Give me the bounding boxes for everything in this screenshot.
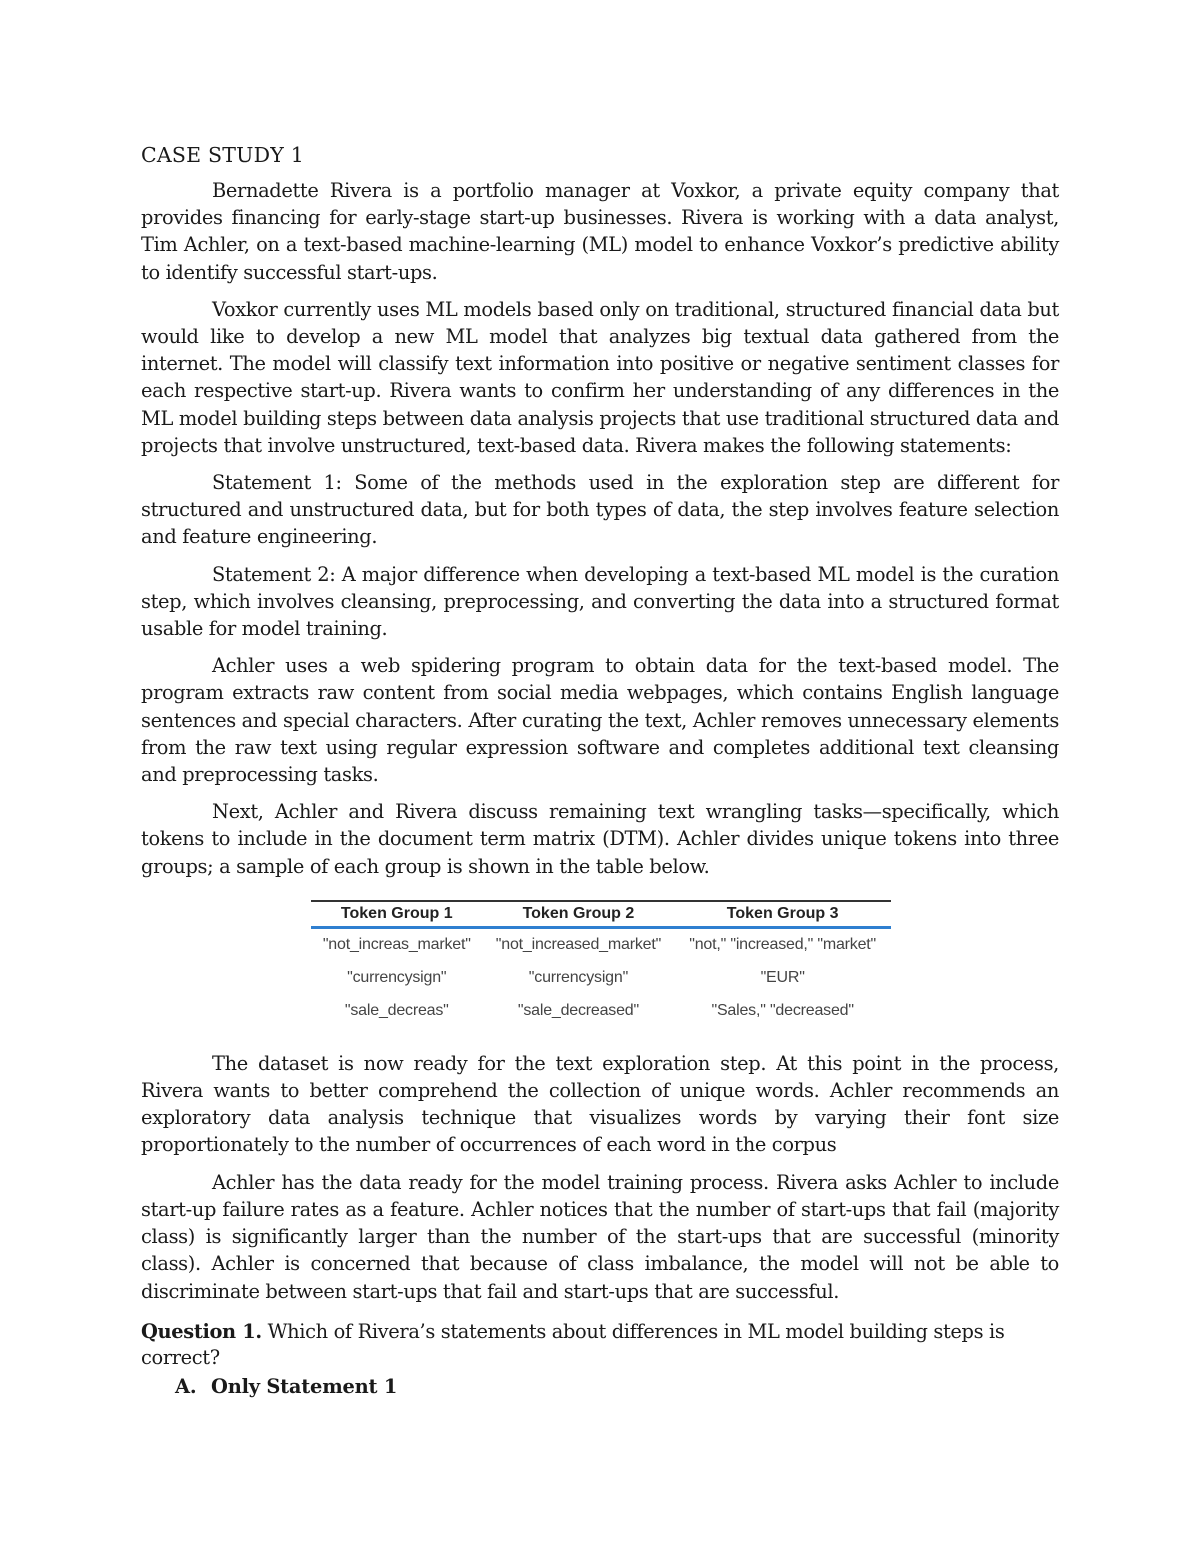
table-cell: "EUR" <box>760 968 805 986</box>
token-table-container <box>311 900 891 1028</box>
table-header-cell: Token Group 2 <box>483 901 675 928</box>
table-row <box>311 995 891 1028</box>
paragraph-class-imbalance: Achler has the data ready for the model training process. Rivera asks Achler to include start-up failure rates as a feature. Achler notices that the number of start-ups that fail (majority class) is significantly larger than the number of the start-ups that are successful (minority class). Achler is concerned that because of class imbalance, the model will not be able to discriminate between start-ups that fail and start-ups that are successful. <box>141 1170 1059 1303</box>
token-group-table <box>311 900 891 1028</box>
paragraph-text-wrangling: Next, Achler and Rivera discuss remaining text wrangling tasks—specifically, which tokens to include in the document term matrix (DTM). Achler divides unique tokens into three groups; a sample of each group is shown in the table below. <box>141 800 1059 878</box>
table-cell: "sale_decreas" <box>344 1001 449 1019</box>
answer-option-text: Only Statement 1 <box>211 1374 398 1398</box>
question-1 <box>141 1319 1059 1371</box>
case-study-heading: CASE STUDY 1 <box>141 143 304 167</box>
paragraph-statement-1: Statement 1: Some of the methods used in the exploration step are different for structured and unstructured data, but for both types of data, the step involves feature selection and feature engineering. <box>141 471 1059 549</box>
table-cell: "currencysign" <box>528 968 629 986</box>
question-label: Question 1. <box>141 1319 262 1343</box>
table-row <box>311 962 891 995</box>
table-cell: "not_increas_market" <box>322 935 471 953</box>
paragraph-voxkor-ml: Voxkor currently uses ML models based only on traditional, structured financial data but would like to develop a new ML model that analyzes big textual data gathered from the internet. The model will classify text information into positive or negative sentiment classes for each respective start-up. Rivera wants to confirm her understanding of any differences in the ML model building steps between data analysis projects that use traditional structured data and projects that involve unstructured, text-based data. Rivera makes the following statements: <box>141 297 1059 457</box>
paragraph-web-spidering: Achler uses a web spidering program to obtain data for the text-based model. The program extracts raw content from social media webpages, which contains English language sentences and special characters. After curating the text, Achler removes unnecessary elements from the raw text using regular expression software and completes additional text cleansing and preprocessing tasks. <box>141 654 1059 787</box>
table-cell: "currencysign" <box>347 968 447 986</box>
table-header-row <box>311 901 891 928</box>
paragraph-text-exploration: The dataset is now ready for the text exploration step. At this point in the process, Rivera wants to better comprehend the collection of unique words. Achler recommends an exploratory data analysis technique that visualizes words by varying their font size proportionately to the number of occurrences of each word in the corpus <box>141 1051 1059 1157</box>
answer-option-a <box>175 1373 1059 1401</box>
answer-option-letter: A. <box>175 1374 197 1398</box>
post-table-section <box>141 1050 1059 1305</box>
table-cell: "Sales," "decreased" <box>711 1001 854 1019</box>
paragraph-intro: Bernadette Rivera is a portfolio manager at Voxkor, a private equity company that provides financing for early-stage start-up businesses. Rivera is working with a data analyst, Tim Achler, on a text-based machine-learning (ML) model to enhance Voxkor’s predictive ability to identify successful start-ups. <box>141 179 1059 284</box>
table-cell: "not," "increased," "market" <box>689 935 877 953</box>
document-page <box>141 140 1059 1401</box>
table-header-cell: Token Group 3 <box>674 901 891 928</box>
paragraph-statement-2: Statement 2: A major difference when developing a text-based ML model is the curation step, which involves cleansing, preprocessing, and converting the data into a structured format usable for model training. <box>141 562 1059 641</box>
table-cell: "sale_decreased" <box>517 1001 639 1019</box>
table-cell: "not_increased_market" <box>495 935 662 953</box>
table-header-cell: Token Group 1 <box>311 901 483 928</box>
table-row <box>311 927 891 962</box>
question-text: Which of Rivera’s statements about differences in ML model building steps is correct? <box>141 1319 1005 1369</box>
